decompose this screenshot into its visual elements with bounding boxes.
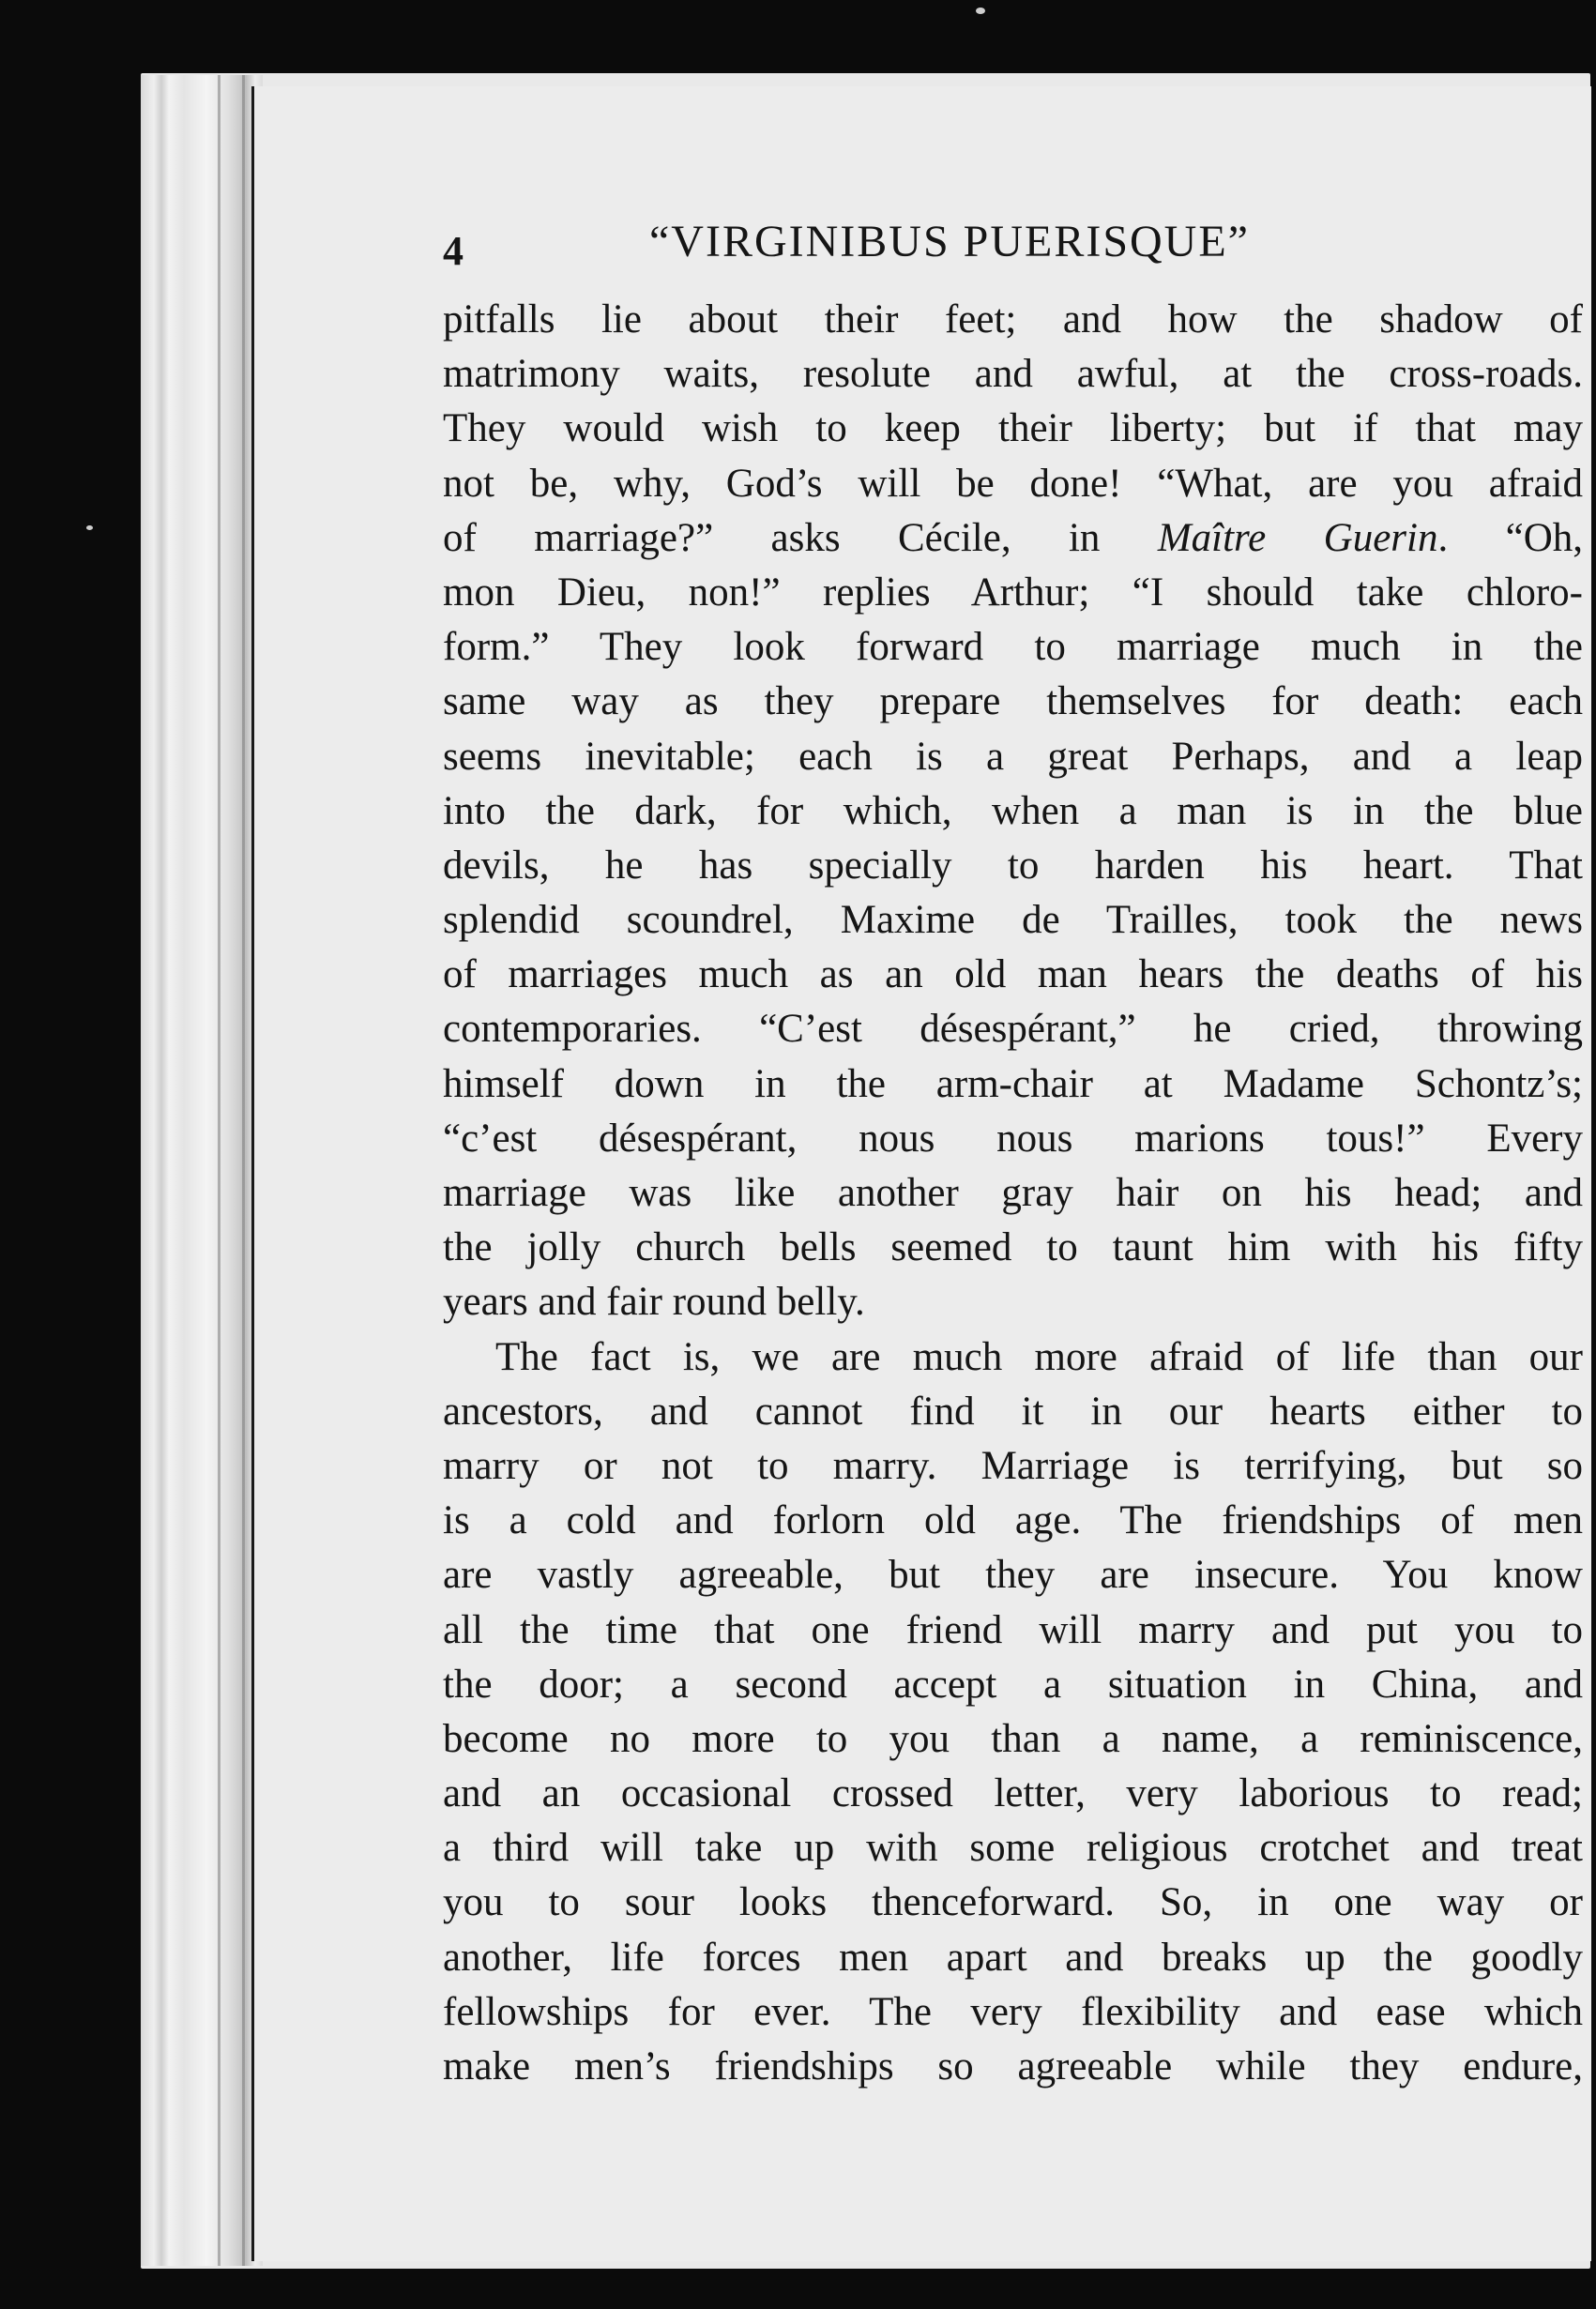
text-line: all the time that one friend will marry and put you to [443, 1607, 1583, 1652]
text-line: matrimony waits, resolute and awful, at the cross-roads. [443, 352, 1583, 397]
scan-speck [976, 8, 985, 14]
text-line: same way as they prepare themselves for death: each [443, 679, 1583, 724]
text-line: a third will take up with some religious crotchet and treat [443, 1826, 1583, 1871]
text-line: mon Dieu, non!” replies Arthur; “I should take chloro- [443, 570, 1583, 615]
text-line: not be, why, God’s will be done! “What, are you afraid [443, 461, 1583, 506]
gutter-fold-line [218, 75, 220, 2266]
text-line: the door; a second accept a situation in China, and [443, 1662, 1583, 1707]
text-line: ancestors, and cannot find it in our hearts either to [443, 1389, 1583, 1434]
text-line: of marriages much as an old man hears the deaths of his [443, 952, 1583, 997]
text-line: become no more to you than a name, a reminiscence, [443, 1716, 1583, 1761]
paragraph [443, 1330, 1583, 2095]
text-line: himself down in the arm-chair at Madame Schontz’s; [443, 1061, 1583, 1106]
text-line: of marriage?” asks Cécile, in Maître Guerin. “Oh, [443, 515, 1583, 560]
text-line: contemporaries. “C’est désespérant,” he cried, throwing [443, 1007, 1583, 1052]
running-title: “VIRGINIBUS PUERISQUE” [649, 217, 1250, 266]
gutter-fold-line [242, 75, 245, 2266]
text-line: pitfalls lie about their feet; and how the shadow of [443, 297, 1583, 342]
text-line: The fact is, we are much more afraid of life than our [495, 1334, 1583, 1379]
text-line: make men’s friendships so agreeable while they endure, [443, 2044, 1583, 2089]
text-line: They would wish to keep their liberty; but if that may [443, 406, 1583, 451]
text-line: are vastly agreeable, but they are insecure. You know [443, 1553, 1583, 1598]
italic-title: Maître Guerin [1157, 515, 1438, 560]
text-line: form.” They look forward to marriage much in the [443, 625, 1583, 670]
text-line: “c’est désespérant, nous nous marions tous!” Every [443, 1116, 1583, 1161]
page-number: 4 [443, 228, 464, 274]
paragraph [443, 293, 1583, 1330]
text-line: is a cold and forlorn old age. The friendships of men [443, 1498, 1583, 1543]
text-line: the jolly church bells seemed to taunt him with his fifty [443, 1225, 1583, 1270]
text-line: marry or not to marry. Marriage is terrifying, but so [443, 1443, 1583, 1488]
text-line: you to sour looks thenceforward. So, in one way or [443, 1880, 1583, 1925]
text-line: into the dark, for which, when a man is in the blue [443, 788, 1583, 833]
text-line: devils, he has specially to harden his heart. That [443, 843, 1583, 888]
text-line: and an occasional crossed letter, very laborious to read; [443, 1771, 1583, 1816]
text-line: another, life forces men apart and breaks up the goodly [443, 1935, 1583, 1980]
running-head [443, 208, 1588, 274]
text-line: marriage was like another gray hair on his head; and [443, 1171, 1583, 1215]
text-line: seems inevitable; each is a great Perhaps, and a leap [443, 734, 1583, 779]
text-line: fellowships for ever. The very flexibility and ease which [443, 1989, 1583, 2034]
text-line: years and fair round belly. [443, 1280, 865, 1325]
text-line: splendid scoundrel, Maxime de Trailles, took the news [443, 898, 1583, 943]
body-text [443, 293, 1583, 2094]
scan-speck [86, 525, 93, 530]
